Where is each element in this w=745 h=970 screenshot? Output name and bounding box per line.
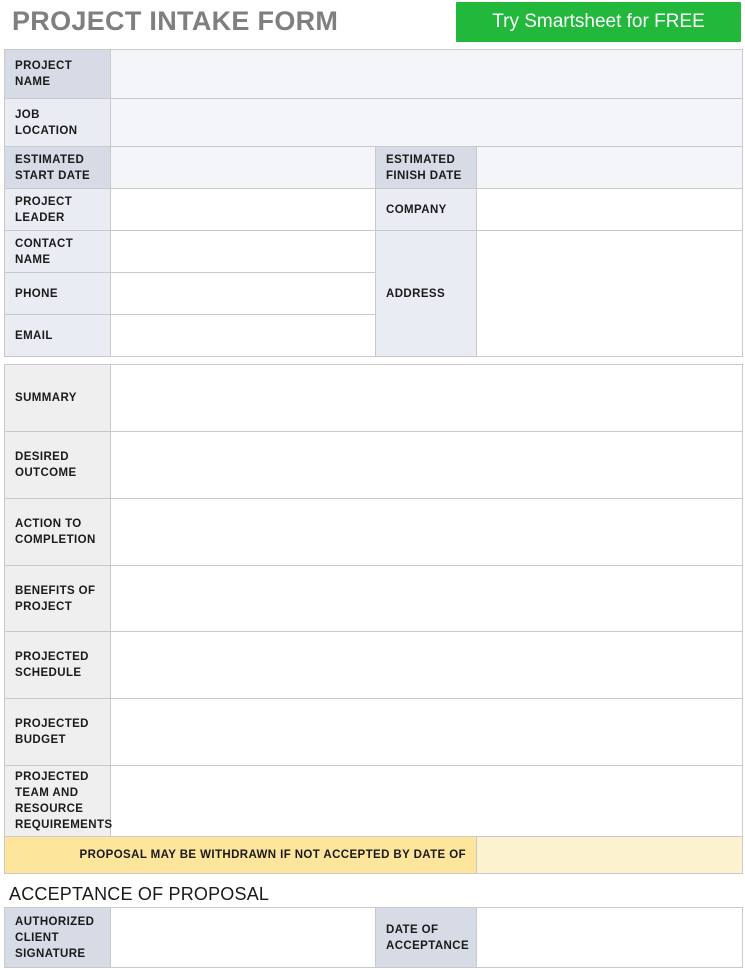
project-leader-field[interactable] bbox=[111, 189, 376, 231]
desired-outcome-field[interactable] bbox=[111, 432, 743, 499]
withdrawn-notice-label: PROPOSAL MAY BE WITHDRAWN IF NOT ACCEPTED BY DATE OF bbox=[5, 837, 477, 874]
job-location-label: JOB LOCATION bbox=[5, 99, 111, 147]
email-label: EMAIL bbox=[5, 315, 111, 357]
team-requirements-label: PROJECTED TEAM AND RESOURCE REQUIREMENTS bbox=[5, 766, 111, 837]
signature-field[interactable] bbox=[111, 908, 376, 968]
action-to-completion-field[interactable] bbox=[111, 499, 743, 566]
contact-name-field[interactable] bbox=[111, 231, 376, 273]
address-label: ADDRESS bbox=[376, 231, 477, 357]
job-location-field[interactable] bbox=[111, 99, 743, 147]
action-to-completion-label: ACTION TO COMPLETION bbox=[5, 499, 111, 566]
team-requirements-field[interactable] bbox=[111, 766, 743, 837]
project-leader-label: PROJECT LEADER bbox=[5, 189, 111, 231]
phone-field[interactable] bbox=[111, 273, 376, 315]
schedule-label: PROJECTED SCHEDULE bbox=[5, 632, 111, 699]
project-info-table bbox=[4, 49, 743, 357]
schedule-field[interactable] bbox=[111, 632, 743, 699]
start-date-field[interactable] bbox=[111, 147, 376, 189]
email-field[interactable] bbox=[111, 315, 376, 357]
acceptance-date-field[interactable] bbox=[477, 908, 743, 968]
withdrawn-date-field[interactable] bbox=[477, 837, 743, 874]
budget-field[interactable] bbox=[111, 699, 743, 766]
company-field[interactable] bbox=[477, 189, 743, 231]
benefits-field[interactable] bbox=[111, 566, 743, 632]
acceptance-table bbox=[4, 907, 743, 968]
company-label: COMPANY bbox=[376, 189, 477, 231]
acceptance-section-title: ACCEPTANCE OF PROPOSAL bbox=[9, 884, 270, 904]
project-name-label: PROJECT NAME bbox=[5, 50, 111, 99]
summary-field[interactable] bbox=[111, 365, 743, 432]
budget-label: PROJECTED BUDGET bbox=[5, 699, 111, 766]
try-smartsheet-button[interactable]: Try Smartsheet for FREE bbox=[456, 2, 741, 42]
phone-label: PHONE bbox=[5, 273, 111, 315]
signature-label: AUTHORIZED CLIENT SIGNATURE bbox=[5, 908, 111, 968]
finish-date-label: ESTIMATED FINISH DATE bbox=[376, 147, 477, 189]
address-field[interactable] bbox=[477, 231, 743, 357]
summary-label: SUMMARY bbox=[5, 365, 111, 432]
start-date-label: ESTIMATED START DATE bbox=[5, 147, 111, 189]
benefits-label: BENEFITS OF PROJECT bbox=[5, 566, 111, 632]
contact-name-label: CONTACT NAME bbox=[5, 231, 111, 273]
acceptance-date-label: DATE OF ACCEPTANCE bbox=[376, 908, 477, 968]
desired-outcome-label: DESIRED OUTCOME bbox=[5, 432, 111, 499]
project-name-field[interactable] bbox=[111, 50, 743, 99]
project-details-table bbox=[4, 364, 743, 874]
page-title: PROJECT INTAKE FORM bbox=[12, 6, 339, 36]
finish-date-field[interactable] bbox=[477, 147, 743, 189]
